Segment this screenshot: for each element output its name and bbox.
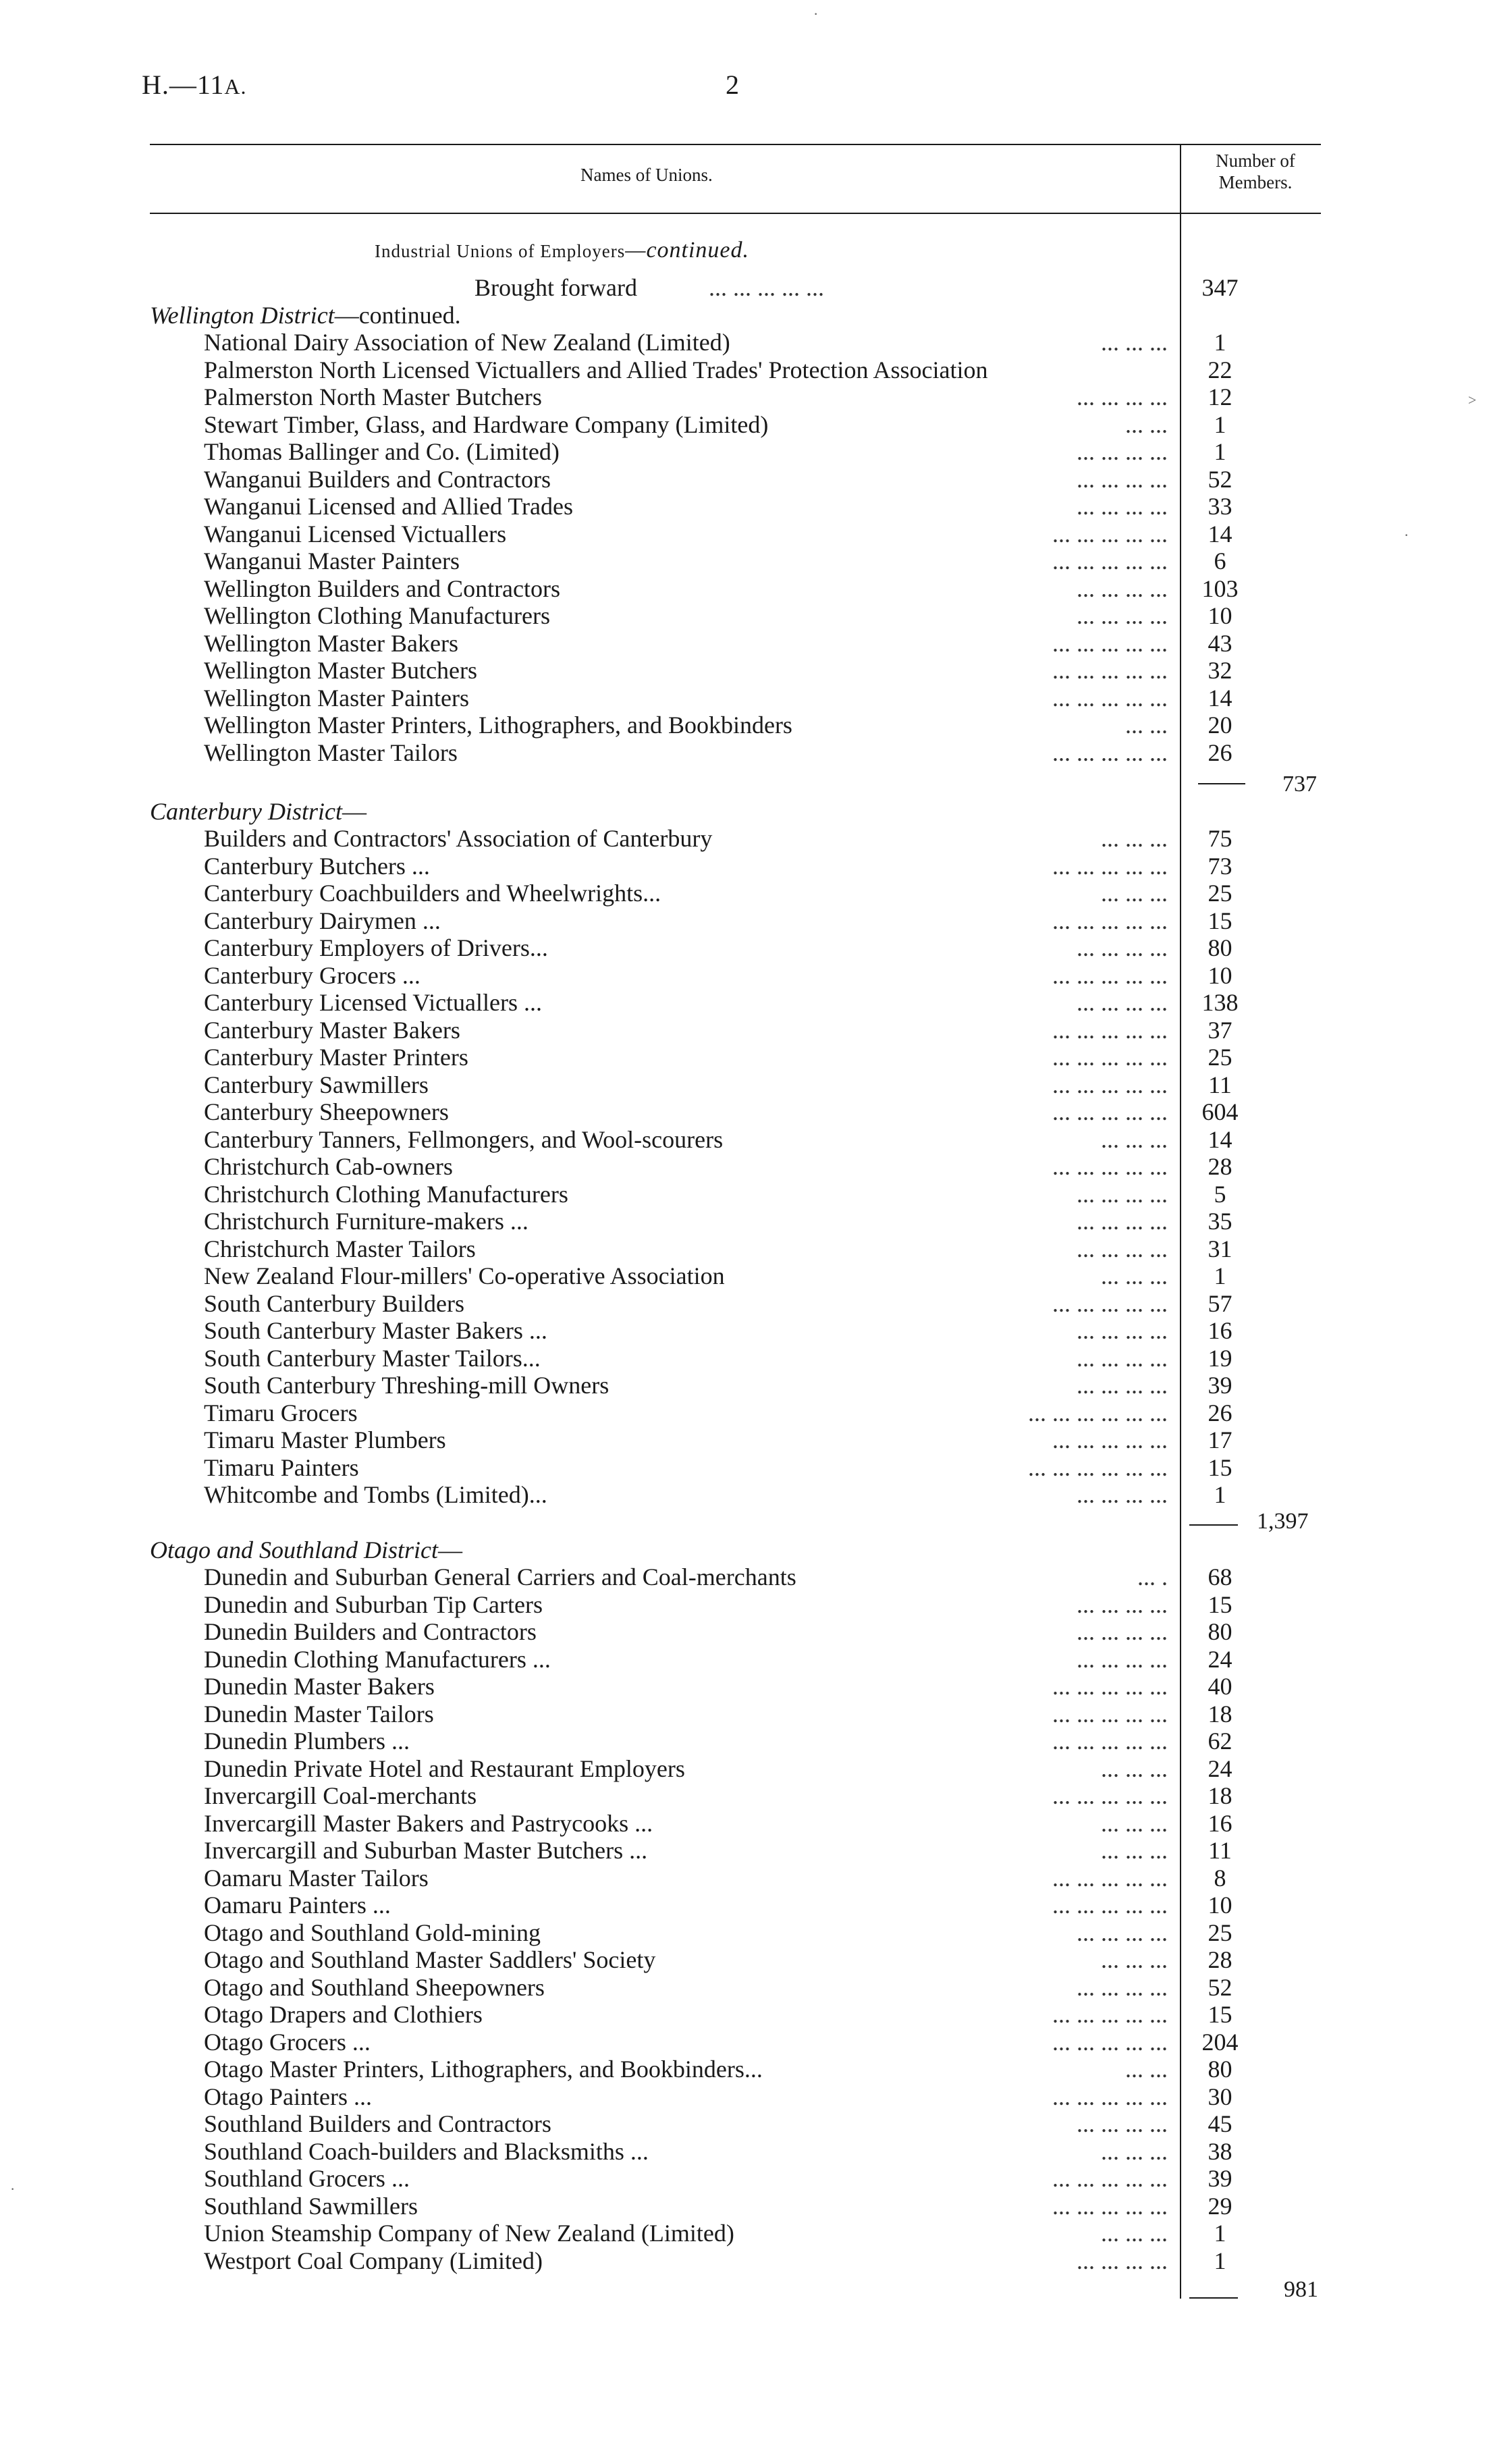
union-row	[0, 520, 1491, 547]
leader-dots: ... ... ... ... ...	[1052, 2001, 1168, 2028]
union-row	[0, 1345, 1491, 1372]
leader-dots: ... ... ... ... ...	[1052, 1728, 1168, 1755]
union-name: Dunedin Clothing Manufacturers ...	[204, 1645, 551, 1673]
leader-dots: ... ... ... ... ... ...	[1028, 1453, 1168, 1481]
member-count: 52	[1208, 465, 1232, 493]
union-name: South Canterbury Threshing-mill Owners	[204, 1372, 609, 1399]
member-count: 25	[1208, 880, 1232, 907]
union-row	[0, 630, 1491, 657]
leader-dots: ... ... ... ... ...	[1052, 852, 1168, 880]
member-count: 12	[1208, 383, 1232, 410]
leader-dots: ... ... ... ...	[1077, 2247, 1168, 2274]
column-header-names: Names of Unions.	[580, 165, 713, 185]
member-count: 80	[1208, 2056, 1232, 2083]
leader-dots: ... ... ... ...	[1077, 934, 1168, 961]
union-name: Christchurch Master Tailors	[204, 1235, 476, 1262]
union-row	[0, 1153, 1491, 1180]
union-row	[0, 1755, 1491, 1782]
leader-dots: ... ... ... ... ...	[1052, 2165, 1168, 2192]
member-count: 29	[1208, 2192, 1232, 2220]
subtotal-rule-canterbury	[1189, 1524, 1238, 1526]
union-name: Canterbury Sheepowners	[204, 1098, 449, 1125]
district-total-otago: 981	[1284, 2277, 1318, 2302]
member-count: 30	[1208, 2083, 1232, 2110]
union-row	[0, 1017, 1491, 1044]
member-count: 14	[1208, 684, 1232, 712]
leader-dots: ... ... ... ... ...	[1052, 961, 1168, 989]
leader-dots: ... ...	[1125, 410, 1168, 438]
member-count: 14	[1208, 1125, 1232, 1153]
leader-dots: ... ... ... ...	[1077, 1180, 1168, 1208]
union-row	[0, 329, 1491, 356]
union-row	[0, 1290, 1491, 1317]
union-name: Dunedin Master Bakers	[204, 1673, 435, 1700]
leader-dots: ... ... ... ... ...	[1052, 2083, 1168, 2110]
union-row	[0, 739, 1491, 766]
union-name: Wellington Master Tailors	[204, 739, 458, 766]
union-name: Wellington Clothing Manufacturers	[204, 602, 550, 629]
union-row	[0, 356, 1491, 383]
union-name: Union Steamship Company of New Zealand (Limited)	[204, 2220, 734, 2247]
member-count: 16	[1208, 1809, 1232, 1837]
union-row	[0, 1098, 1491, 1125]
union-row	[0, 1372, 1491, 1399]
member-count: 15	[1208, 2001, 1232, 2028]
union-row	[0, 1974, 1491, 2001]
member-count: 40	[1208, 1673, 1232, 1700]
union-row	[0, 853, 1491, 880]
union-name: Christchurch Cab-owners	[204, 1153, 453, 1180]
subtotal-rule-otago	[1189, 2297, 1238, 2299]
union-row	[0, 2029, 1491, 2056]
union-name: Wellington Master Printers, Lithographers, and Bookbinders	[204, 712, 792, 739]
union-row	[0, 825, 1491, 852]
member-count: 25	[1208, 1044, 1232, 1071]
member-count: 26	[1208, 1399, 1232, 1426]
member-count: 52	[1208, 1973, 1232, 2001]
union-row	[0, 547, 1491, 574]
union-name: Wellington Master Butchers	[204, 657, 478, 684]
union-name: Canterbury Sawmillers	[204, 1071, 429, 1098]
leader-dots: ... ... ... ...	[1077, 1208, 1168, 1235]
union-name: Wanganui Licensed and Allied Trades	[204, 493, 573, 520]
leader-dots: ... ... ... ... ...	[1052, 1071, 1168, 1098]
leader-dots: ... ... ... ... ...	[1052, 2028, 1168, 2056]
union-row	[0, 2193, 1491, 2220]
leader-dots: ... ... ... ... ... ...	[1028, 1399, 1168, 1426]
union-row	[0, 1591, 1491, 1618]
leader-dots: ... ... ... ... ...	[1052, 1098, 1168, 1125]
member-count: 45	[1208, 2110, 1232, 2137]
member-count: 18	[1208, 1782, 1232, 1809]
union-row	[0, 575, 1491, 602]
leader-dots: ... ... ... ... ...	[1052, 684, 1168, 712]
union-row	[0, 2056, 1491, 2083]
union-row	[0, 657, 1491, 684]
column-rule-header	[1180, 144, 1181, 213]
member-count: 24	[1208, 1755, 1232, 1782]
leader-dots: ... ... ... ... ...	[1052, 1673, 1168, 1700]
union-row	[0, 1071, 1491, 1098]
union-row	[0, 602, 1491, 629]
leader-dots: ... ... ... ... ...	[1052, 1016, 1168, 1044]
member-count: 15	[1208, 1590, 1232, 1618]
member-count: 11	[1208, 1071, 1232, 1098]
union-name: Dunedin and Suburban General Carriers and Coal-merchants	[204, 1563, 796, 1590]
union-name: Stewart Timber, Glass, and Hardware Company (Limited)	[204, 410, 769, 438]
district-total-wellington: 737	[1282, 772, 1317, 797]
leader-dots: ... ... ... ... ...	[1052, 1864, 1168, 1892]
union-row	[0, 907, 1491, 934]
member-count: 11	[1208, 1837, 1232, 1864]
union-name: Timaru Painters	[204, 1453, 359, 1481]
union-row	[0, 1837, 1491, 1864]
leader-dots: ... ... ... ...	[1077, 574, 1168, 602]
leader-dots: ... ... ... ... ...	[709, 274, 824, 301]
leader-dots: ... ... ... ... ...	[1052, 1892, 1168, 1919]
leader-dots: ... ... ... ...	[1077, 2110, 1168, 2137]
leader-dots: ... ... ...	[1101, 2137, 1168, 2165]
union-name: Canterbury Coachbuilders and Wheelwrights...	[204, 880, 661, 907]
union-name: Oamaru Painters ...	[204, 1892, 391, 1919]
union-row	[0, 1646, 1491, 1673]
member-count: 37	[1208, 1016, 1232, 1044]
leader-dots: ... ... ... ... ...	[1052, 629, 1168, 657]
member-count: 15	[1208, 907, 1232, 934]
district-heading-wellington: Wellington District—continued.	[150, 302, 461, 329]
member-count: 35	[1208, 1208, 1232, 1235]
union-name: Wanganui Licensed Victuallers	[204, 520, 507, 547]
district-heading-canterbury: Canterbury District—	[150, 798, 367, 825]
leader-dots: ... ... ...	[1101, 1755, 1168, 1782]
union-row	[0, 1865, 1491, 1892]
union-name: South Canterbury Master Tailors...	[204, 1344, 541, 1372]
union-row	[0, 1262, 1491, 1289]
district-heading-otago: Otago and Southland District—	[150, 1536, 463, 1563]
member-count: 22	[1208, 356, 1232, 383]
leader-dots: ... .	[1137, 1563, 1168, 1590]
union-row	[0, 685, 1491, 712]
union-name: Wellington Master Bakers	[204, 629, 459, 657]
leader-dots: ... ... ... ...	[1077, 1919, 1168, 1946]
section-title: Industrial Unions of Employers—continued.	[375, 238, 750, 263]
union-row	[0, 1782, 1491, 1809]
member-count: 73	[1208, 852, 1232, 880]
leader-dots: ... ... ...	[1101, 1125, 1168, 1153]
union-row	[0, 2110, 1491, 2137]
member-count: 43	[1208, 629, 1232, 657]
leader-dots: ... ... ... ...	[1077, 438, 1168, 465]
union-name: Dunedin Master Tailors	[204, 1700, 434, 1728]
union-name: National Dairy Association of New Zealand (Limited)	[204, 329, 730, 356]
union-row	[0, 1426, 1491, 1453]
leader-dots: ... ... ... ... ...	[1052, 739, 1168, 766]
union-name: Timaru Master Plumbers	[204, 1426, 446, 1453]
margin-mark: ·	[10, 2180, 16, 2197]
union-name: Wanganui Builders and Contractors	[204, 465, 551, 493]
union-row	[0, 1919, 1491, 1946]
leader-dots: ... ... ...	[1101, 1837, 1168, 1864]
union-row	[0, 493, 1491, 520]
member-count: 17	[1208, 1426, 1232, 1453]
leader-dots: ... ... ... ...	[1077, 493, 1168, 520]
leader-dots: ... ... ... ...	[1077, 1973, 1168, 2001]
union-name: Otago and Southland Master Saddlers' Society	[204, 1946, 656, 1973]
union-name: Canterbury Dairymen ...	[204, 907, 441, 934]
union-row	[0, 2165, 1491, 2192]
union-row	[0, 989, 1491, 1016]
union-name: Otago Grocers ...	[204, 2028, 371, 2056]
leader-dots: ... ... ... ...	[1077, 1235, 1168, 1262]
member-count: 1	[1214, 329, 1226, 356]
top-rule	[150, 144, 1321, 145]
margin-mark: >	[1468, 392, 1477, 408]
union-name: Otago and Southland Gold-mining	[204, 1919, 541, 1946]
union-name: Canterbury Grocers ...	[204, 961, 421, 989]
union-row	[0, 880, 1491, 907]
member-count: 80	[1208, 1618, 1232, 1645]
union-row	[0, 1044, 1491, 1071]
leader-dots: ... ... ... ...	[1077, 1618, 1168, 1645]
union-name: Canterbury Tanners, Fellmongers, and Wool-scourers	[204, 1125, 724, 1153]
union-name: Christchurch Clothing Manufacturers	[204, 1180, 568, 1208]
leader-dots: ... ... ... ...	[1077, 1372, 1168, 1399]
union-row	[0, 934, 1491, 961]
union-row	[0, 411, 1491, 438]
member-count: 25	[1208, 1919, 1232, 1946]
header-bottom-rule	[150, 213, 1321, 214]
union-name: Canterbury Master Printers	[204, 1044, 468, 1071]
union-name: Dunedin and Suburban Tip Carters	[204, 1590, 543, 1618]
union-row	[0, 1810, 1491, 1837]
member-count: 20	[1208, 712, 1232, 739]
union-name: Dunedin Builders and Contractors	[204, 1618, 537, 1645]
column-header-members: Number of Members.	[1216, 151, 1295, 193]
union-name: Invercargill Master Bakers and Pastrycooks ...	[204, 1809, 653, 1837]
union-row	[0, 466, 1491, 493]
union-row	[0, 1181, 1491, 1208]
union-row	[0, 1235, 1491, 1262]
member-count: 1	[1214, 2247, 1226, 2274]
union-name: Whitcombe and Tombs (Limited)...	[204, 1481, 547, 1508]
union-name: Dunedin Plumbers ...	[204, 1728, 410, 1755]
member-count: 10	[1208, 961, 1232, 989]
union-row	[0, 2247, 1491, 2274]
union-name: Canterbury Employers of Drivers...	[204, 934, 548, 961]
member-count: 6	[1214, 547, 1226, 574]
union-name: Otago Drapers and Clothiers	[204, 2001, 483, 2028]
member-count: 1	[1214, 438, 1226, 465]
member-count: 1	[1214, 2220, 1226, 2247]
leader-dots: ... ... ... ...	[1077, 602, 1168, 629]
union-row	[0, 1126, 1491, 1153]
member-count: 5	[1214, 1180, 1226, 1208]
page-number: 2	[726, 70, 739, 100]
member-count: 14	[1208, 520, 1232, 547]
union-name: Southland Coach-builders and Blacksmiths ...	[204, 2137, 649, 2165]
member-count: 57	[1208, 1289, 1232, 1317]
member-count: 39	[1208, 1372, 1232, 1399]
member-count: 33	[1208, 493, 1232, 520]
member-count: 1	[1214, 410, 1226, 438]
leader-dots: ... ... ... ... ...	[1052, 1289, 1168, 1317]
leader-dots: ... ...	[1125, 2056, 1168, 2083]
union-row	[0, 1700, 1491, 1728]
leader-dots: ... ... ...	[1101, 825, 1168, 852]
union-row	[0, 1399, 1491, 1426]
member-count: 10	[1208, 602, 1232, 629]
union-name: Dunedin Private Hotel and Restaurant Employers	[204, 1755, 685, 1782]
union-name: Otago and Southland Sheepowners	[204, 1973, 545, 2001]
union-name: Otago Painters ...	[204, 2083, 372, 2110]
union-name: Timaru Grocers	[204, 1399, 358, 1426]
leader-dots: ... ... ... ...	[1077, 1317, 1168, 1344]
leader-dots: ... ... ... ...	[1077, 1481, 1168, 1508]
leader-dots: ... ...	[1125, 712, 1168, 739]
union-name: Wellington Builders and Contractors	[204, 574, 561, 602]
member-count: 75	[1208, 825, 1232, 852]
member-count: 1	[1214, 1262, 1226, 1289]
leader-dots: ... ... ...	[1101, 329, 1168, 356]
member-count: 19	[1208, 1344, 1232, 1372]
member-count: 39	[1208, 2165, 1232, 2192]
member-count: 28	[1208, 1153, 1232, 1180]
member-count: 16	[1208, 1317, 1232, 1344]
union-row	[0, 2083, 1491, 2110]
union-row	[0, 1454, 1491, 1481]
member-count: 204	[1201, 2028, 1239, 2056]
member-count: 24	[1208, 1645, 1232, 1673]
union-row	[0, 1618, 1491, 1645]
leader-dots: ... ... ...	[1101, 2220, 1168, 2247]
union-name: New Zealand Flour-millers' Co-operative Association	[204, 1262, 725, 1289]
member-count: 138	[1201, 989, 1239, 1016]
brought-forward-row	[0, 274, 1491, 301]
margin-mark: ·	[1404, 527, 1409, 543]
union-row	[0, 383, 1491, 410]
union-row	[0, 1892, 1491, 1919]
leader-dots: ... ... ...	[1101, 1262, 1168, 1289]
member-count: 103	[1201, 574, 1239, 602]
brought-forward-label: Brought forward	[475, 274, 637, 301]
member-count: 26	[1208, 739, 1232, 766]
union-row	[0, 1673, 1491, 1700]
leader-dots: ... ... ... ... ...	[1052, 1044, 1168, 1071]
leader-dots: ... ... ...	[1101, 1809, 1168, 1837]
leader-dots: ... ... ... ...	[1077, 989, 1168, 1016]
union-name: Palmerston North Licensed Victuallers and Allied Trades' Protection Association	[204, 356, 988, 383]
subtotal-rule-wellington	[1198, 783, 1245, 784]
union-name: Christchurch Furniture-makers ...	[204, 1208, 528, 1235]
union-row	[0, 1563, 1491, 1590]
union-name: Southland Sawmillers	[204, 2192, 418, 2220]
leader-dots: ... ... ... ... ...	[1052, 1782, 1168, 1809]
union-row	[0, 962, 1491, 989]
leader-dots: ... ... ... ... ...	[1052, 907, 1168, 934]
union-name: Southland Builders and Contractors	[204, 2110, 551, 2137]
member-count: 38	[1208, 2137, 1232, 2165]
leader-dots: ... ... ... ...	[1077, 1645, 1168, 1673]
union-name: Palmerston North Master Butchers	[204, 383, 542, 410]
union-row	[0, 438, 1491, 465]
leader-dots: ... ... ... ... ...	[1052, 2192, 1168, 2220]
member-count: 68	[1208, 1563, 1232, 1590]
leader-dots: ... ... ... ... ...	[1052, 1426, 1168, 1453]
union-row	[0, 2220, 1491, 2247]
union-name: South Canterbury Master Bakers ...	[204, 1317, 547, 1344]
leader-dots: ... ... ... ...	[1077, 465, 1168, 493]
union-name: Oamaru Master Tailors	[204, 1864, 429, 1892]
member-count: 32	[1208, 657, 1232, 684]
brought-forward-value: 347	[1201, 274, 1239, 301]
member-count: 28	[1208, 1946, 1232, 1973]
union-name: Westport Coal Company (Limited)	[204, 2247, 543, 2274]
leader-dots: ... ... ... ... ...	[1052, 547, 1168, 574]
member-count: 31	[1208, 1235, 1232, 1262]
member-count: 80	[1208, 934, 1232, 961]
union-name: Canterbury Master Bakers	[204, 1016, 460, 1044]
union-name: Canterbury Butchers ...	[204, 852, 430, 880]
union-row	[0, 1728, 1491, 1755]
leader-dots: ... ... ... ...	[1077, 383, 1168, 410]
union-name: Invercargill and Suburban Master Butchers ...	[204, 1837, 648, 1864]
union-row	[0, 1481, 1491, 1508]
member-count: 18	[1208, 1700, 1232, 1728]
leader-dots: ... ... ... ... ...	[1052, 1700, 1168, 1728]
leader-dots: ... ... ... ... ...	[1052, 1153, 1168, 1180]
union-row	[0, 1208, 1491, 1235]
union-name: Thomas Ballinger and Co. (Limited)	[204, 438, 560, 465]
union-row	[0, 1946, 1491, 1973]
margin-mark: ·	[813, 5, 819, 22]
union-name: Invercargill Coal-merchants	[204, 1782, 477, 1809]
leader-dots: ... ... ...	[1101, 880, 1168, 907]
member-count: 8	[1214, 1864, 1226, 1892]
union-name: Canterbury Licensed Victuallers ...	[204, 989, 543, 1016]
leader-dots: ... ... ... ... ...	[1052, 657, 1168, 684]
member-count: 15	[1208, 1453, 1232, 1481]
member-count: 1	[1214, 1481, 1226, 1508]
union-name: South Canterbury Builders	[204, 1289, 464, 1317]
leader-dots: ... ... ...	[1101, 1946, 1168, 1973]
union-row	[0, 2138, 1491, 2165]
union-name: Southland Grocers ...	[204, 2165, 410, 2192]
union-name: Wellington Master Painters	[204, 684, 470, 712]
union-row	[0, 1317, 1491, 1344]
member-count: 10	[1208, 1892, 1232, 1919]
union-name: Builders and Contractors' Association of Canterbury	[204, 825, 713, 852]
member-count: 604	[1201, 1098, 1239, 1125]
union-name: Wanganui Master Painters	[204, 547, 460, 574]
page-code: H.—11A.	[142, 70, 247, 100]
union-name: Otago Master Printers, Lithographers, and Bookbinders...	[204, 2056, 763, 2083]
leader-dots: ... ... ... ...	[1077, 1344, 1168, 1372]
union-row	[0, 712, 1491, 739]
district-total-canterbury: 1,397	[1257, 1509, 1309, 1534]
leader-dots: ... ... ... ... ...	[1052, 520, 1168, 547]
member-count: 62	[1208, 1728, 1232, 1755]
union-row	[0, 2001, 1491, 2028]
leader-dots: ... ... ... ...	[1077, 1590, 1168, 1618]
